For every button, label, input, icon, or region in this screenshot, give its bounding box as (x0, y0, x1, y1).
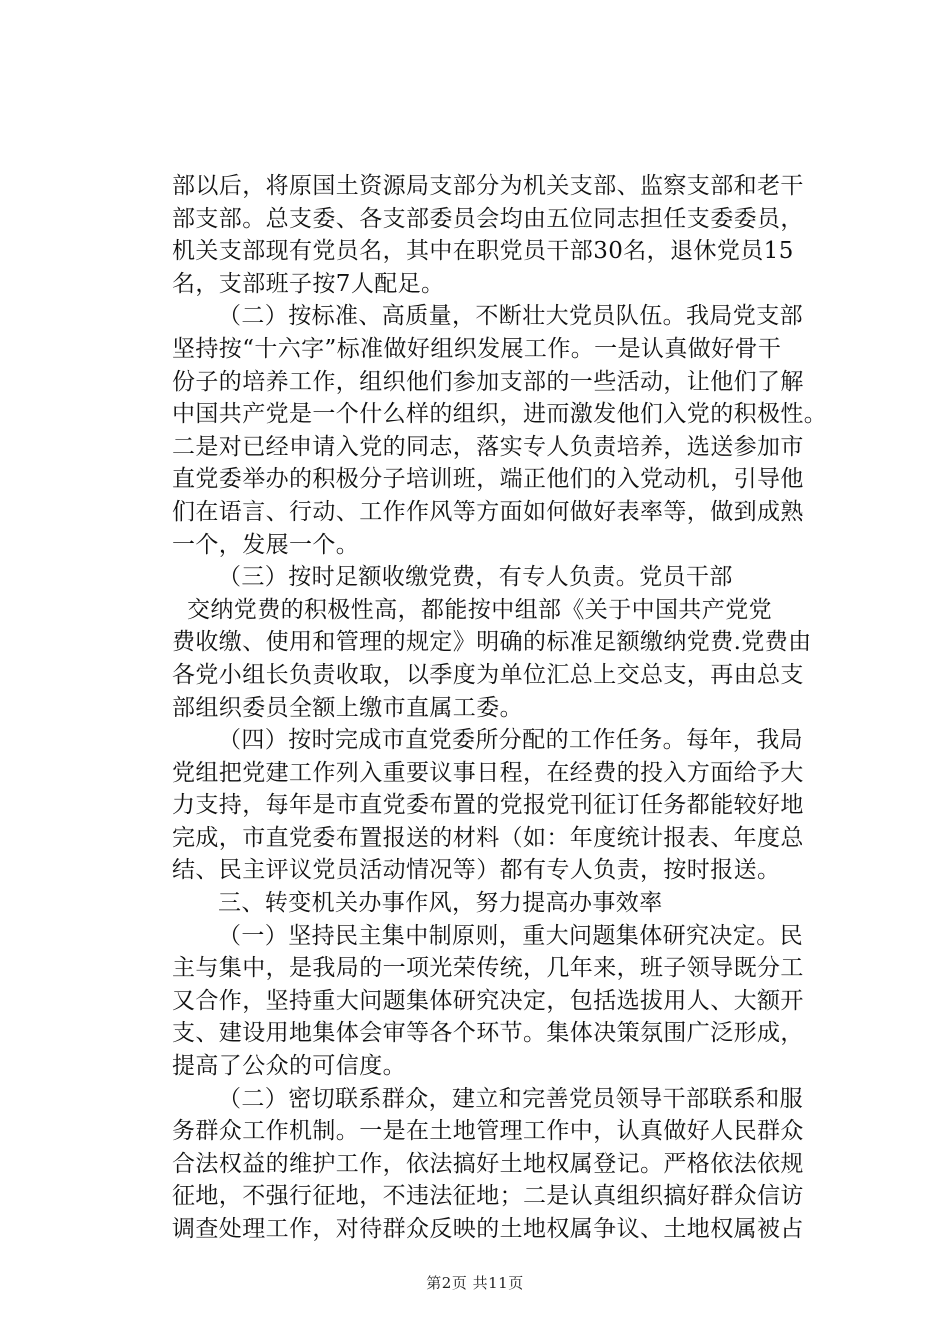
text-line: 完成，市直党委布置报送的材料（如：年度统计报表、年度总 (172, 824, 804, 851)
paragraph-start-line: （一）坚持民主集中制原则，重大问题集体研究决定。民 (218, 922, 803, 949)
text-line: 征地，不强行征地，不违法征地；二是认真组织搞好群众信访 (172, 1183, 804, 1210)
text-line: 名，支部班子按7人配足。 (172, 270, 445, 297)
text-line: 坚持按“十六字”标准做好组织发展工作。一是认真做好骨干 (172, 335, 782, 362)
section-heading: 三、转变机关办事作风，努力提高办事效率 (218, 890, 663, 917)
text-line: 支、建设用地集体会审等各个环节。集体决策氛围广泛形成， (172, 1020, 804, 1047)
text-line: 力支持，每年是市直党委布置的党报党刊征订任务都能较好地 (172, 792, 804, 819)
text-line: 们在语言、行动、工作作风等方面如何做好表率等，做到成熟 (172, 498, 804, 525)
text-line: 交纳党费的积极性高，都能按中组部《关于中国共产党党 (187, 596, 772, 623)
text-line: 主与集中，是我局的一项光荣传统，几年来，班子领导既分工 (172, 955, 804, 982)
text-line: 费收缴、使用和管理的规定》明确的标准足额缴纳党费.党费由 (172, 629, 812, 656)
text-line: 部以后，将原国土资源局支部分为机关支部、监察支部和老干 (172, 173, 804, 199)
text-line: 调查处理工作，对待群众反映的土地权属争议、土地权属被占 (172, 1216, 804, 1242)
text-line: 机关支部现有党员名，其中在职党员干部30名，退休党员15 (172, 238, 794, 265)
page-number-indicator: 第2页 共11页 (426, 1274, 524, 1292)
text-line: 各党小组长负责收取，以季度为单位汇总上交总支，再由总支 (172, 661, 804, 688)
text-line: 部支部。总支委、各支部委员会均由五位同志担任支委委员， (172, 205, 804, 232)
paragraph-start-line: （四）按时完成市直党委所分配的工作任务。每年，我局 (218, 727, 803, 754)
text-line: 合法权益的维护工作，依法搞好土地权属登记。严格依法依规 (172, 1150, 804, 1177)
paragraph-start-line: （二）密切联系群众，建立和完善党员领导干部联系和服 (218, 1085, 803, 1112)
text-line: 一个，发展一个。 (172, 531, 360, 558)
paragraph-start-line: （二）按标准、高质量，不断壮大党员队伍。我局党支部 (218, 303, 803, 330)
page-footer (0, 1273, 950, 1293)
text-line: 份子的培养工作，组织他们参加支部的一些活动，让他们了解 (172, 368, 804, 395)
text-line: 党组把党建工作列入重要议事日程，在经费的投入方面给予大 (172, 759, 804, 786)
text-line: 部组织委员全额上缴市直属工委。 (172, 694, 523, 721)
text-line: 中国共产党是一个什么样的组织，进而激发他们入党的积极性。 (172, 401, 828, 428)
text-line: 二是对已经申请入党的同志，落实专人负责培养，选送参加市 (172, 433, 804, 460)
document-body (172, 170, 832, 1246)
text-line: 务群众工作机制。一是在土地管理工作中，认真做好人民群众 (172, 1118, 804, 1145)
text-line: 又合作，坚持重大问题集体研究决定，包括选拔用人、大额开 (172, 987, 804, 1014)
text-line: 提高了公众的可信度。 (172, 1053, 406, 1080)
paragraph-start-line: （三）按时足额收缴党费，有专人负责。党员干部 (218, 564, 733, 591)
text-line: 结、民主评议党员活动情况等）都有专人负责，按时报送。 (172, 857, 781, 884)
text-line: 直党委举办的积极分子培训班，端正他们的入党动机，引导他 (172, 466, 804, 493)
